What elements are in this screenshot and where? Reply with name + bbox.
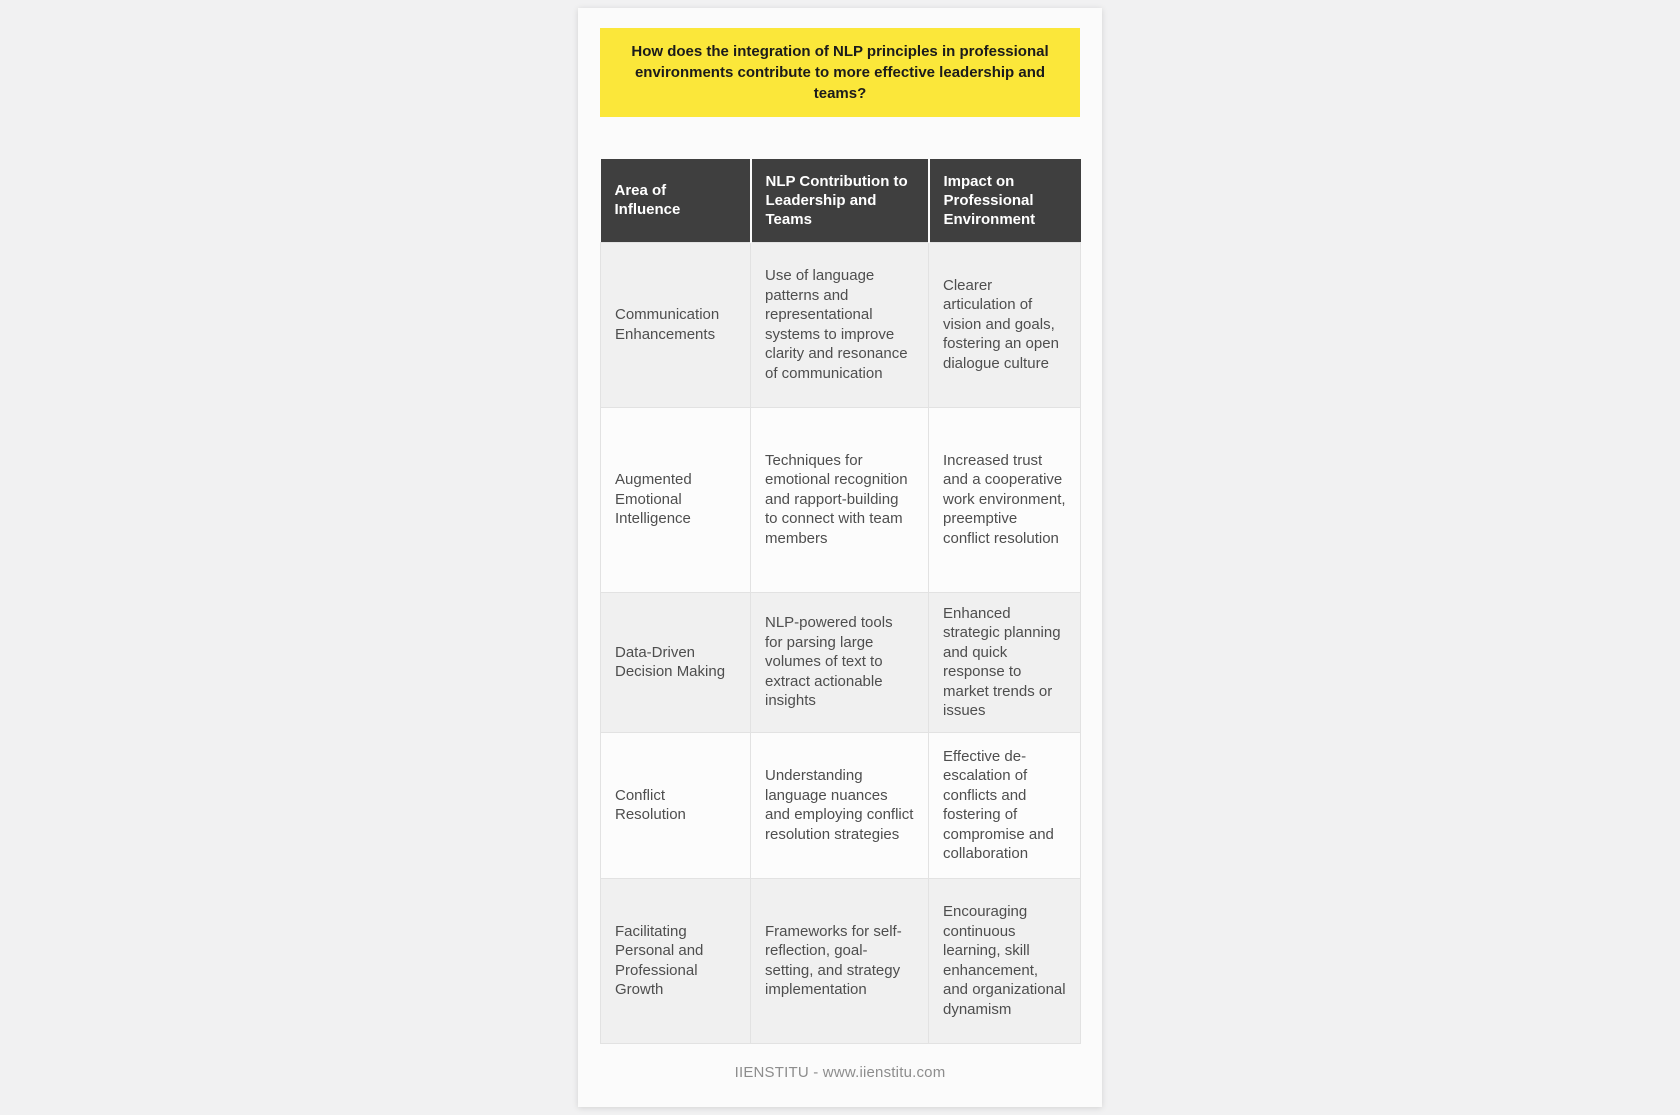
- impact-cell: Encouraging continuous learning, skill enhancement, and organizational dynamism: [929, 878, 1081, 1043]
- impact-cell: Enhanced strategic planning and quick response to market trends or issues: [929, 592, 1081, 732]
- table-row: [601, 407, 1081, 592]
- footer-credit: IIENSTITU - www.iienstitu.com: [734, 1063, 946, 1081]
- area-cell: Facilitating Personal and Professional Growth: [601, 878, 751, 1043]
- question-title: How does the integration of NLP principles in professional environments contribute to more effective leadership and teams?: [600, 28, 1080, 117]
- contribution-cell: Understanding language nuances and employing conflict resolution strategies: [751, 732, 929, 878]
- nlp-table-wrap: [600, 159, 1080, 1044]
- header-cell-1: NLP Contribution to Leadership and Teams: [751, 159, 929, 242]
- contribution-cell: Use of language patterns and representational systems to improve clarity and resonance of communication: [751, 242, 929, 407]
- contribution-cell: Frameworks for self-reflection, goal-setting, and strategy implementation: [751, 878, 929, 1043]
- contribution-cell: NLP-powered tools for parsing large volumes of text to extract actionable insights: [751, 592, 929, 732]
- impact-cell: Clearer articulation of vision and goals, fostering an open dialogue culture: [929, 242, 1081, 407]
- area-cell: Augmented Emotional Intelligence: [601, 407, 751, 592]
- area-cell: Conflict Resolution: [601, 732, 751, 878]
- table-row: [601, 242, 1081, 407]
- area-cell: Communication Enhancements: [601, 242, 751, 407]
- table-header-row: [601, 159, 1081, 242]
- table-header: [601, 159, 1081, 242]
- area-cell: Data-Driven Decision Making: [601, 592, 751, 732]
- nlp-impact-table: [600, 159, 1081, 1044]
- contribution-cell: Techniques for emotional recognition and rapport-building to connect with team members: [751, 407, 929, 592]
- impact-cell: Increased trust and a cooperative work environment, preemptive conflict resolution: [929, 407, 1081, 592]
- table-row: [601, 592, 1081, 732]
- table-row: [601, 732, 1081, 878]
- table-body: [601, 242, 1081, 1043]
- header-cell-0: Area of Influence: [601, 159, 751, 242]
- header-cell-2: Impact on Professional Environment: [929, 159, 1081, 242]
- table-row: [601, 878, 1081, 1043]
- impact-cell: Effective de-escalation of conflicts and fostering of compromise and collaboration: [929, 732, 1081, 878]
- document-card: [578, 8, 1102, 1107]
